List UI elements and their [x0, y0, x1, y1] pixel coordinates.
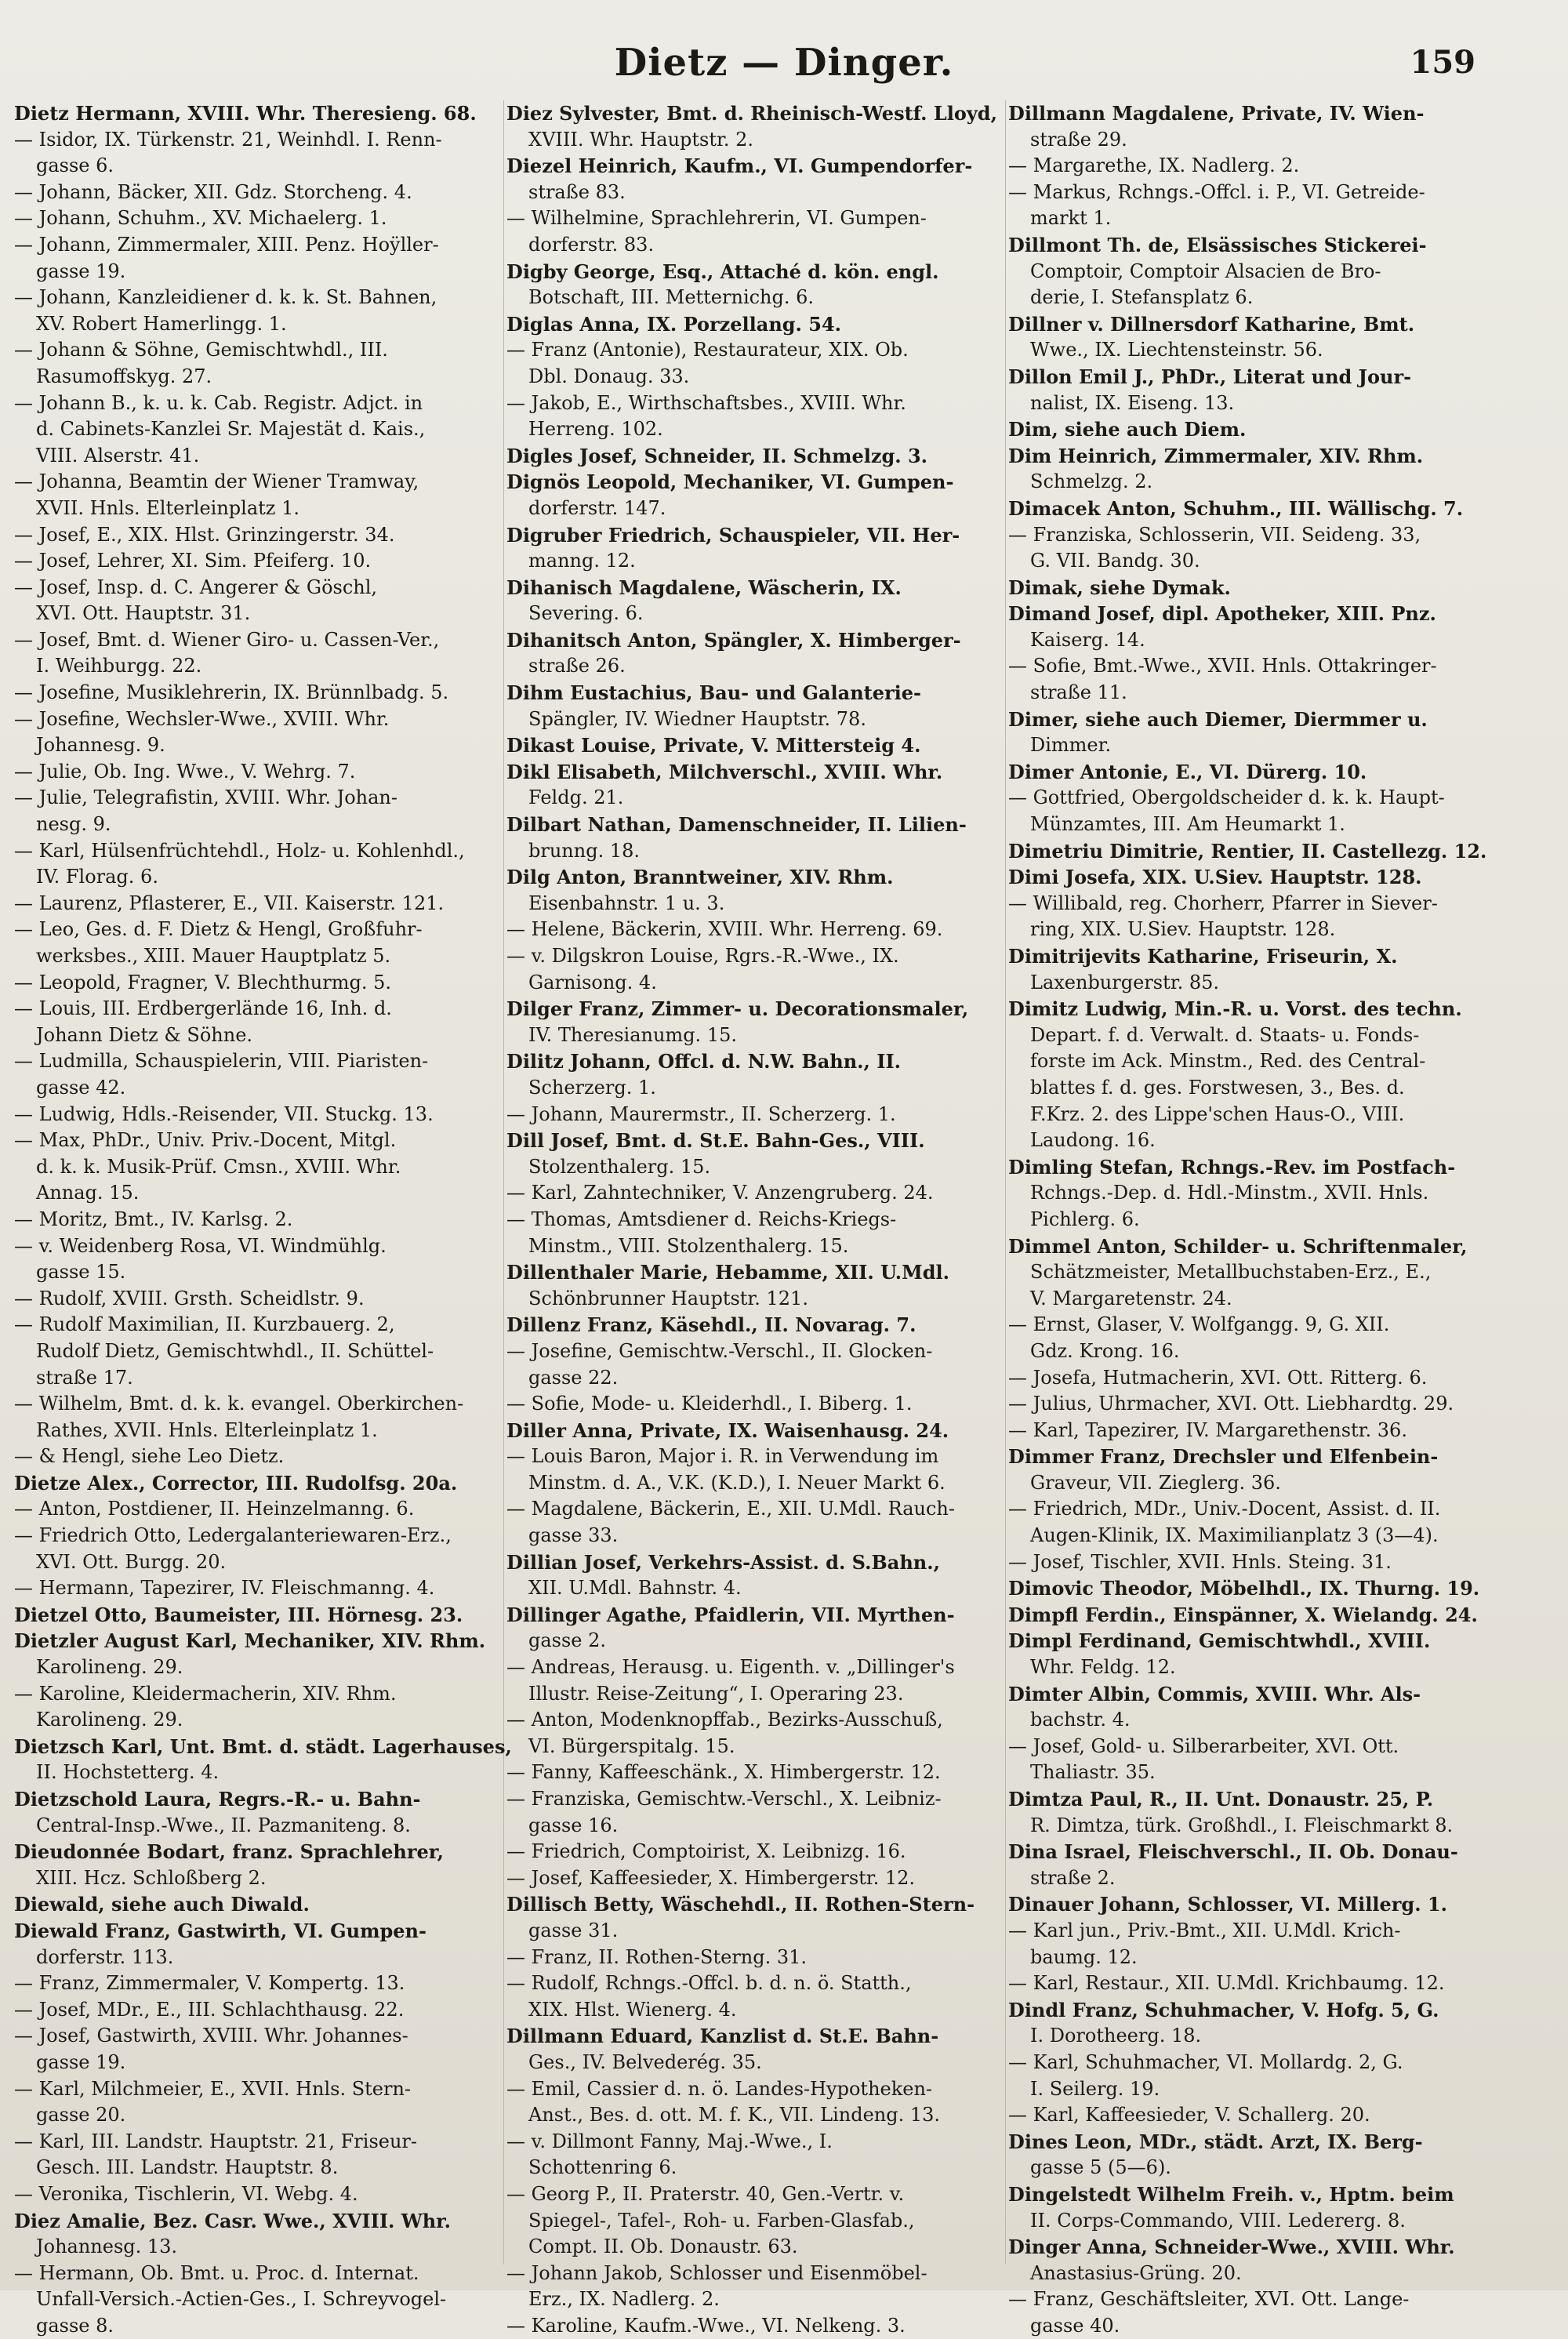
directory-entry-line: Dillenthaler Marie, Hebamme, XII. U.Mdl. [506, 1261, 949, 1284]
directory-entry-line: Johannesg. 9. [36, 734, 165, 757]
directory-entry-line: Whr. Feldg. 12. [1030, 1656, 1176, 1679]
directory-entry-line: — Johann, Kanzleidiener d. k. k. St. Bahnen, [14, 286, 437, 309]
directory-entry-line: Dimer Antonie, E., VI. Dürerg. 10. [1008, 760, 1367, 783]
directory-entry-line: Karolineng. 29. [36, 1709, 183, 1731]
directory-entry-line: — Laurenz, Pflasterer, E., VII. Kaiserstr. 121. [14, 892, 445, 914]
directory-entry-line: Dimand Josef, dipl. Apotheker, XIII. Pnz. [1008, 602, 1436, 626]
directory-entry-line: — Johann, Maurermstr., II. Scherzerg. 1. [506, 1102, 896, 1125]
directory-entry-line: gasse 19. [36, 260, 126, 282]
directory-entry-line: Compt. II. Ob. Donaustr. 63. [528, 2235, 798, 2258]
directory-entry-line: Dbl. Donaug. 33. [528, 365, 690, 387]
column-1 [14, 100, 512, 2337]
directory-entry-line: Dietz Hermann, XVIII. Whr. Theresieng. 68. [14, 102, 477, 125]
directory-entry-line: Anastasius-Grüng. 20. [1030, 2261, 1242, 2284]
directory-entry-line: — Magdalene, Bäckerin, E., XII. U.Mdl. Rauch- [506, 1498, 955, 1520]
directory-entry-line: F.Krz. 2. des Lippe'schen Haus-O., VIII. [1030, 1102, 1405, 1125]
directory-entry-line: — Johann B., k. u. k. Cab. Registr. Adjct. in [14, 391, 423, 414]
directory-entry-line: Dillenz Franz, Käsehdl., II. Novarag. 7. [506, 1313, 916, 1337]
directory-entry-line: Gdz. Krong. 16. [1030, 1339, 1180, 1362]
directory-entry-line: Dill Josef, Bmt. d. St.E. Bahn-Ges., VIII. [506, 1129, 925, 1153]
directory-entry-line: Dillmann Magdalene, Private, IV. Wien- [1008, 102, 1425, 125]
directory-entry-line: — Gottfried, Obergoldscheider d. k. k. Haupt- [1008, 786, 1445, 809]
directory-entry-line: — Karoline, Kaufm.-Wwe., VI. Nelkeng. 3. [506, 2314, 906, 2337]
directory-entry-line: — Karl, Restaur., XII. U.Mdl. Krichbaumg. 12. [1008, 1972, 1445, 1995]
directory-entry-line: — Louis, III. Erdbergerlände 16, Inh. d. [14, 997, 392, 1020]
directory-entry-line: — Ernst, Glaser, V. Wolfgangg. 9, G. XII. [1008, 1313, 1390, 1336]
directory-entry-line: gasse 19. [36, 2050, 126, 2073]
directory-entry-line: Digles Josef, Schneider, II. Schmelzg. 3. [506, 444, 928, 467]
directory-entry-line: IV. Theresianumg. 15. [528, 1023, 737, 1046]
directory-entry-line: I. Dorotheerg. 18. [1030, 2025, 1202, 2047]
directory-entry-line: — Josefine, Musiklehrerin, IX. Brünnlbadg. 5. [14, 681, 449, 704]
directory-entry-line: I. Seilerg. 19. [1030, 2077, 1160, 2100]
directory-entry-line: Dietzsch Karl, Unt. Bmt. d. städt. Lagerhauses, [14, 1734, 512, 1758]
directory-entry-line: Stolzenthalerg. 15. [528, 1155, 711, 1178]
directory-entry-line: Gesch. III. Landstr. Hauptstr. 8. [36, 2156, 339, 2179]
directory-entry-line: — Franz, II. Rothen-Sterng. 31. [506, 1945, 808, 1968]
directory-entry-line: — Moritz, Bmt., IV. Karlsg. 2. [14, 1208, 293, 1230]
directory-entry-line: Thaliastr. 35. [1030, 1761, 1156, 1784]
directory-entry-line: Dillner v. Dillnersdorf Katharine, Bmt. [1008, 312, 1415, 336]
directory-entry-line: gasse 2. [528, 1629, 607, 1652]
directory-entry-line: gasse 16. [528, 1814, 619, 1836]
directory-entry-line: Schätzmeister, Metallbuchstaben-Erz., E., [1030, 1261, 1432, 1284]
directory-entry-line: gasse 22. [528, 1366, 619, 1389]
directory-entry-line: Münzamtes, III. Am Heumarkt 1. [1030, 813, 1345, 836]
directory-entry-line: Rchngs.-Dep. d. Hdl.-Minstm., XVII. Hnls. [1030, 1182, 1429, 1204]
directory-entry-line: IV. Florag. 6. [36, 866, 158, 888]
directory-entry-line: — Johann, Zimmermaler, XIII. Penz. Hoÿller- [14, 233, 439, 256]
directory-entry-line: — v. Weidenberg Rosa, VI. Windmühlg. [14, 1234, 387, 1257]
directory-entry-line: Dimi Josefa, XIX. U.Siev. Hauptstr. 128. [1008, 866, 1422, 889]
directory-entry-line: — Josef, MDr., E., III. Schlachthausg. 22. [14, 1998, 405, 2021]
directory-entry-line: Dimmel Anton, Schilder- u. Schriftenmaler, [1008, 1234, 1468, 1258]
directory-entry-line: — Friedrich, MDr., Univ.-Docent, Assist. d. II. [1008, 1498, 1441, 1520]
directory-entry-line: forste im Ack. Minstm., Red. des Central- [1030, 1050, 1426, 1073]
directory-entry-line: VIII. Alserstr. 41. [36, 444, 200, 467]
directory-entry-line: straße 11. [1030, 681, 1127, 704]
directory-entry-line: — Markus, Rchngs.-Offcl. i. P., VI. Getreide- [1008, 180, 1425, 203]
directory-entry-line: — Karl, Hülsenfrüchtehdl., Holz- u. Kohlenhdl., [14, 839, 465, 862]
directory-entry-line: — Karl, Schuhmacher, VI. Mollardg. 2, G. [1008, 2050, 1403, 2073]
directory-entry-line: — Johann, Schuhm., XV. Michaelerg. 1. [14, 207, 387, 230]
directory-entry-line: — Josefine, Gemischtw.-Verschl., II. Glocken- [506, 1339, 933, 1362]
directory-entry-line: — Helene, Bäckerin, XVIII. Whr. Herreng. 69. [506, 918, 943, 941]
directory-entry-line: Eisenbahnstr. 1 u. 3. [528, 892, 725, 914]
directory-entry-line: Dillon Emil J., PhDr., Literat und Jour- [1008, 365, 1412, 388]
directory-entry-line: Dim Heinrich, Zimmermaler, XIV. Rhm. [1008, 444, 1424, 467]
directory-entry-line: Annag. 15. [36, 1182, 140, 1204]
directory-entry-line: — Karl, Tapezirer, IV. Margarethenstr. 36. [1008, 1418, 1407, 1441]
directory-entry-line: XVIII. Whr. Hauptstr. 2. [528, 128, 753, 151]
directory-entry-line: d. Cabinets-Kanzlei Sr. Majestät d. Kais., [36, 418, 426, 441]
directory-entry-line: Depart. f. d. Verwalt. d. Staats- u. Fonds- [1030, 1023, 1420, 1046]
directory-entry-line: — Johann, Bäcker, XII. Gdz. Storcheng. 4. [14, 180, 412, 203]
directory-entry-line: Digby George, Esq., Attaché d. kön. engl. [506, 260, 939, 283]
directory-entry-line: derie, I. Stefansplatz 6. [1030, 286, 1254, 309]
directory-entry-line: G. VII. Bandg. 30. [1030, 550, 1200, 572]
directory-entry-line: Schmelzg. 2. [1030, 470, 1153, 493]
directory-entry-line: — Josef, Kaffeesieder, X. Himbergerstr. 12. [506, 1866, 916, 1889]
directory-entry-line: Dimacek Anton, Schuhm., III. Wällischg. 7. [1008, 496, 1464, 520]
directory-entry-line: Dimitrijevits Katharine, Friseurin, X. [1008, 945, 1398, 968]
directory-entry-line: Dimmer. [1030, 734, 1112, 757]
directory-entry-line: dorferstr. 113. [36, 1945, 174, 1968]
directory-entry-line: Dinger Anna, Schneider-Wwe., XVIII. Whr. [1008, 2235, 1455, 2259]
column-2 [506, 100, 1000, 2337]
page-number: 159 [1410, 44, 1475, 81]
directory-entry-line: Dihanitsch Anton, Spängler, X. Himberger- [506, 628, 961, 652]
directory-entry-line: — Josefine, Wechsler-Wwe., XVIII. Whr. [14, 707, 390, 730]
directory-entry-line: Unfall-Versich.-Actien-Ges., I. Schreyvogel- [36, 2288, 447, 2311]
directory-entry-line: straße 17. [36, 1366, 133, 1389]
directory-entry-line: nalist, IX. Eiseng. 13. [1030, 391, 1235, 414]
directory-entry-line: Ges., IV. Belvederég. 35. [528, 2050, 762, 2073]
directory-entry-line: Dimak, siehe Dymak. [1008, 576, 1231, 599]
directory-entry-line: Dimovic Theodor, Möbelhdl., IX. Thurng. 19. [1008, 1577, 1480, 1600]
directory-entry-line: XVI. Ott. Hauptstr. 31. [36, 602, 251, 625]
directory-entry-line: Dimpfl Ferdin., Einspänner, X. Wielandg. 24. [1008, 1603, 1478, 1626]
directory-entry-line: Dillmann Eduard, Kanzlist d. St.E. Bahn- [506, 2025, 939, 2048]
directory-entry-line: — Max, PhDr., Univ. Priv.-Docent, Mitgl. [14, 1129, 397, 1152]
directory-entry-line: — Karl, Milchmeier, E., XVII. Hnls. Stern- [14, 2077, 412, 2100]
directory-entry-line: — Julie, Ob. Ing. Wwe., V. Wehrg. 7. [14, 760, 356, 783]
directory-entry-line: — Friedrich, Comptoirist, X. Leibnizg. 16. [506, 1840, 906, 1863]
directory-entry-line: — Josef, E., XIX. Hlst. Grinzingerstr. 34. [14, 523, 395, 546]
directory-entry-line: — Georg P., II. Praterstr. 40, Gen.-Vertr. v. [506, 2182, 905, 2205]
column-3 [1008, 100, 1515, 2337]
directory-entry-line: XII. U.Mdl. Bahnstr. 4. [528, 1577, 742, 1600]
directory-entry-line: — Sofie, Bmt.-Wwe., XVII. Hnls. Ottakringer- [1008, 655, 1437, 677]
directory-entry-line: — Franziska, Gemischtw.-Verschl., X. Leibniz- [506, 1788, 942, 1810]
directory-entry-line: — Margarethe, IX. Nadlerg. 2. [1008, 154, 1300, 177]
directory-entry-line: Dietzschold Laura, Regrs.-R.- u. Bahn- [14, 1788, 421, 1811]
directory-entry-line: Minstm. d. A., V.K. (K.D.), I. Neuer Markt 6. [528, 1471, 946, 1494]
directory-entry-line: — Ludwig, Hdls.-Reisender, VII. Stuckg. 13. [14, 1102, 434, 1125]
directory-entry-line: Dimpl Ferdinand, Gemischtwhdl., XVIII. [1008, 1629, 1431, 1653]
directory-entry-line: — Leopold, Fragner, V. Blechthurmg. 5. [14, 971, 391, 993]
directory-entry-line: straße 2. [1030, 1866, 1116, 1889]
directory-entry-line: Augen-Klinik, IX. Maximilianplatz 3 (3—4). [1030, 1524, 1439, 1547]
directory-entry-line: Dillian Josef, Verkehrs-Assist. d. S.Bahn., [506, 1550, 940, 1574]
directory-entry-line: I. Weihburgg. 22. [36, 655, 202, 677]
directory-entry-line: — Leo, Ges. d. F. Dietz & Hengl, Großfuhr- [14, 918, 423, 941]
directory-entry-line: Dietzel Otto, Baumeister, III. Hörnesg. 23. [14, 1603, 463, 1626]
directory-entry-line: Herreng. 102. [528, 418, 663, 441]
directory-entry-line: Laxenburgerstr. 85. [1030, 971, 1219, 993]
directory-entry-line: — & Hengl, siehe Leo Dietz. [14, 1445, 285, 1468]
directory-entry-line: Scherzerg. 1. [528, 1076, 656, 1099]
directory-entry-line: XVI. Ott. Burgg. 20. [36, 1550, 227, 1573]
directory-entry-line: Dilger Franz, Zimmer- u. Decorationsmaler, [506, 997, 969, 1021]
directory-entry-line: Comptoir, Comptoir Alsacien de Bro- [1030, 260, 1381, 282]
directory-entry-line: gasse 6. [36, 154, 114, 177]
directory-entry-line: dorferstr. 83. [528, 233, 655, 256]
directory-entry-line: brunng. 18. [528, 839, 640, 862]
directory-entry-line: XVII. Hnls. Elterleinplatz 1. [36, 496, 299, 519]
directory-entry-line: — Josef, Insp. d. C. Angerer & Göschl, [14, 576, 378, 598]
directory-entry-line: R. Dimtza, türk. Großhdl., I. Fleischmarkt 8. [1030, 1814, 1454, 1836]
directory-entry-line: — Friedrich Otto, Ledergalanteriewaren-Erz., [14, 1524, 452, 1547]
directory-entry-line: Laudong. 16. [1030, 1129, 1156, 1152]
directory-entry-line: Dilg Anton, Branntweiner, XIV. Rhm. [506, 866, 894, 889]
directory-entry-line: — Johanna, Beamtin der Wiener Tramway, [14, 470, 419, 493]
directory-entry-line: — Rudolf Maximilian, II. Kurzbauerg. 2, [14, 1313, 395, 1336]
directory-entry-line: Johannesg. 13. [36, 2235, 178, 2258]
directory-entry-line: Dihanisch Magdalene, Wäscherin, IX. [506, 576, 902, 599]
directory-entry-line: Pichlerg. 6. [1030, 1208, 1140, 1230]
directory-entry-line: manng. 12. [528, 550, 636, 572]
directory-entry-line: Erz., IX. Nadlerg. 2. [528, 2288, 720, 2311]
directory-entry-line: — Rudolf, Rchngs.-Offcl. b. d. n. ö. Statth., [506, 1972, 912, 1995]
directory-entry-line: Dikl Elisabeth, Milchverschl., XVIII. Whr. [506, 760, 943, 783]
directory-entry-line: Rasumoffskyg. 27. [36, 365, 212, 387]
directory-entry-line: markt 1. [1030, 207, 1112, 230]
directory-entry-line: Illustr. Reise-Zeitung“, I. Operaring 23. [528, 1682, 904, 1705]
directory-entry-line: XIX. Hlst. Wienerg. 4. [528, 1998, 737, 2021]
directory-entry-line: gasse 31. [528, 1919, 619, 1941]
directory-entry-line: blattes f. d. ges. Forstwesen, 3., Bes. d. [1030, 1076, 1405, 1099]
directory-entry-line: — Julie, Telegrafistin, XVIII. Whr. Johan- [14, 786, 397, 809]
directory-entry-line: Garnisong. 4. [528, 971, 657, 993]
directory-entry-line: Dimitz Ludwig, Min.-R. u. Vorst. des techn. [1008, 997, 1462, 1021]
directory-entry-line: — Josef, Lehrer, XI. Sim. Pfeiferg. 10. [14, 550, 372, 572]
directory-entry-line: — Josefa, Hutmacherin, XVI. Ott. Ritterg. 6. [1008, 1366, 1428, 1389]
directory-entry-line: — Veronika, Tischlerin, VI. Webg. 4. [14, 2182, 358, 2205]
directory-entry-line: Diewald, siehe auch Diwald. [14, 1893, 310, 1916]
directory-entry-line: — Johann & Söhne, Gemischtwhdl., III. [14, 339, 388, 361]
directory-entry-line: gasse 40. [1030, 2314, 1120, 2337]
directory-entry-line: Botschaft, III. Metternichg. 6. [528, 286, 815, 309]
directory-entry-line: werksbes., XIII. Mauer Hauptplatz 5. [36, 945, 391, 967]
directory-entry-line: — Sofie, Mode- u. Kleiderhdl., I. Biberg. 1. [506, 1393, 913, 1415]
directory-entry-line: — Johann Jakob, Schlosser und Eisenmöbel- [506, 2261, 927, 2284]
directory-entry-line: Severing. 6. [528, 602, 644, 625]
directory-entry-line: — Hermann, Ob. Bmt. u. Proc. d. Internat. [14, 2261, 419, 2284]
directory-entry-line: II. Hochstetterg. 4. [36, 1761, 220, 1784]
directory-entry-line: ring, XIX. U.Siev. Hauptstr. 128. [1030, 918, 1336, 941]
directory-entry-line: straße 26. [528, 655, 626, 677]
directory-entry-line: Dignös Leopold, Mechaniker, VI. Gumpen- [506, 470, 954, 494]
directory-entry-line: — Wilhelm, Bmt. d. k. k. evangel. Oberkirchen- [14, 1393, 464, 1415]
directory-entry-line: — Emil, Cassier d. n. ö. Landes-Hypotheken- [506, 2077, 933, 2100]
directory-entry-line: — Franz, Zimmermaler, V. Kompertg. 13. [14, 1972, 405, 1995]
directory-entry-line: gasse 33. [528, 1524, 619, 1547]
directory-entry-line: gasse 5 (5—6). [1030, 2156, 1171, 2179]
directory-entry-line: — Franz (Antonie), Restaurateur, XIX. Ob. [506, 339, 909, 361]
directory-entry-line: Dimtza Paul, R., II. Unt. Donaustr. 25, P. [1008, 1788, 1434, 1811]
directory-entry-line: Rathes, XVII. Hnls. Elterleinplatz 1. [36, 1418, 378, 1441]
directory-entry-line: gasse 42. [36, 1076, 126, 1099]
directory-entry-line: Diewald Franz, Gastwirth, VI. Gumpen- [14, 1919, 426, 1942]
directory-entry-line: Dillisch Betty, Wäschehdl., II. Rothen-Stern- [506, 1893, 975, 1916]
directory-entry-line: — Franziska, Schlosserin, VII. Seideng. 33, [1008, 523, 1421, 546]
directory-entry-line: — Anton, Modenknopffab., Bezirks-Ausschuß, [506, 1709, 943, 1731]
directory-entry-line: nesg. 9. [36, 813, 111, 836]
directory-entry-line: XIII. Hcz. Schloßberg 2. [36, 1866, 267, 1889]
directory-entry-line: — Thomas, Amtsdiener d. Reichs-Kriegs- [506, 1208, 897, 1230]
directory-entry-line: Anst., Bes. d. ott. M. f. K., VII. Lindeng. 13. [528, 2104, 941, 2127]
directory-entry-line: — Ludmilla, Schauspielerin, VIII. Piaristen- [14, 1050, 429, 1073]
directory-entry-line: Diez Sylvester, Bmt. d. Rheinisch-Westf. Lloyd, [506, 102, 997, 125]
directory-entry-line: — Andreas, Herausg. u. Eigenth. v. „Dillinger's [506, 1656, 955, 1679]
directory-entry-line: Dietze Alex., Corrector, III. Rudolfsg. 20a. [14, 1471, 458, 1495]
directory-entry-line: Dimmer Franz, Drechsler und Elfenbein- [1008, 1445, 1439, 1469]
directory-entry-line: Wwe., IX. Liechtensteinstr. 56. [1030, 339, 1323, 361]
directory-entry-line: Dieudonnée Bodart, franz. Sprachlehrer, [14, 1840, 444, 1864]
directory-entry-line: — Karl, III. Landstr. Hauptstr. 21, Friseur- [14, 2130, 418, 2152]
directory-entry-line: Rudolf Dietz, Gemischtwhdl., II. Schüttel- [36, 1339, 434, 1362]
directory-entry-line: — Karl, Zahntechniker, V. Anzengruberg. 24. [506, 1182, 934, 1204]
directory-entry-line: — Josef, Gastwirth, XVIII. Whr. Johannes- [14, 2025, 408, 2047]
directory-entry-line: Dimetriu Dimitrie, Rentier, II. Castellezg. 12. [1008, 839, 1487, 863]
directory-entry-line: — Isidor, IX. Türkenstr. 21, Weinhdl. I. Renn- [14, 128, 442, 151]
directory-entry-line: Feldg. 21. [528, 786, 624, 809]
directory-entry-line: — Josef, Tischler, XVII. Hnls. Steing. 31. [1008, 1550, 1392, 1573]
directory-columns [14, 100, 1543, 2337]
directory-entry-line: Schönbrunner Hauptstr. 121. [528, 1287, 808, 1309]
directory-entry-line: Schottenring 6. [528, 2156, 677, 2179]
directory-entry-line: — Hermann, Tapezirer, IV. Fleischmanng. 4. [14, 1577, 435, 1600]
page-header [0, 41, 1568, 96]
directory-entry-line: — v. Dillmont Fanny, Maj.-Wwe., I. [506, 2130, 833, 2152]
directory-entry-line: Graveur, VII. Zieglerg. 36. [1030, 1471, 1281, 1494]
directory-entry-line: Diezel Heinrich, Kaufm., VI. Gumpendorfer- [506, 154, 973, 178]
directory-entry-line: — Fanny, Kaffeeschänk., X. Himbergerstr. 12. [506, 1761, 941, 1784]
directory-entry-line: Dines Leon, MDr., städt. Arzt, IX. Berg- [1008, 2130, 1423, 2153]
directory-entry-line: Dinauer Johann, Schlosser, VI. Millerg. 1. [1008, 1893, 1447, 1916]
running-title: Dietz — Dinger. [614, 41, 954, 85]
directory-entry-line: Diller Anna, Private, IX. Waisenhausg. 24. [506, 1418, 949, 1442]
directory-entry-line: — Julius, Uhrmacher, XVI. Ott. Liebhardtg. 29. [1008, 1393, 1454, 1415]
directory-entry-line: Johann Dietz & Söhne. [36, 1023, 253, 1046]
directory-entry-line: — Jakob, E., Wirthschaftsbes., XVIII. Whr. [506, 391, 906, 414]
directory-entry-line: gasse 8. [36, 2314, 114, 2337]
directory-entry-line: Diez Amalie, Bez. Casr. Wwe., XVIII. Whr. [14, 2209, 451, 2232]
directory-entry-line: Dindl Franz, Schuhmacher, V. Hofg. 5, G. [1008, 1998, 1439, 2021]
directory-entry-line: Dim, siehe auch Diem. [1008, 418, 1247, 441]
directory-entry-line: — Louis Baron, Major i. R. in Verwendung im [506, 1445, 939, 1468]
directory-entry-line: dorferstr. 147. [528, 496, 666, 519]
directory-entry-line: — Karl jun., Priv.-Bmt., XII. U.Mdl. Krich- [1008, 1919, 1401, 1941]
directory-entry-line: d. k. k. Musik-Prüf. Cmsn., XVIII. Whr. [36, 1155, 401, 1178]
directory-entry-line: gasse 20. [36, 2104, 126, 2127]
directory-entry-line: Dilitz Johann, Offcl. d. N.W. Bahn., II. [506, 1050, 902, 1073]
directory-entry-line: — Anton, Postdiener, II. Heinzelmanng. 6. [14, 1498, 415, 1520]
directory-entry-line: V. Margaretenstr. 24. [1030, 1287, 1232, 1309]
directory-entry-line: Karolineng. 29. [36, 1656, 183, 1679]
directory-entry-line: Dingelstedt Wilhelm Freih. v., Hptm. beim [1008, 2182, 1454, 2206]
directory-entry-line: Dihm Eustachius, Bau- und Galanterie- [506, 681, 922, 705]
directory-entry-line: Spiegel-, Tafel-, Roh- u. Farben-Glasfab., [528, 2209, 915, 2232]
directory-entry-line: — Josef, Bmt. d. Wiener Giro- u. Cassen-Ver., [14, 628, 440, 651]
directory-entry-line: gasse 15. [36, 1261, 126, 1284]
directory-entry-line: — v. Dilgskron Louise, Rgrs.-R.-Wwe., IX. [506, 945, 899, 967]
directory-entry-line: Minstm., VIII. Stolzenthalerg. 15. [528, 1234, 849, 1257]
directory-entry-line: Dina Israel, Fleischverschl., II. Ob. Donau- [1008, 1840, 1458, 1864]
directory-entry-line: — Karl, Kaffeesieder, V. Schallerg. 20. [1008, 2104, 1370, 2127]
directory-entry-line: straße 83. [528, 180, 626, 203]
directory-entry-line: — Franz, Geschäftsleiter, XVI. Ott. Lange- [1008, 2288, 1410, 2311]
directory-entry-line: — Willibald, reg. Chorherr, Pfarrer in Siever- [1008, 892, 1438, 914]
directory-entry-line: baumg. 12. [1030, 1945, 1138, 1968]
directory-entry-line: Dillmont Th. de, Elsässisches Stickerei- [1008, 233, 1427, 256]
directory-entry-line: XV. Robert Hamerlingg. 1. [36, 312, 287, 335]
directory-entry-line: Diglas Anna, IX. Porzellang. 54. [506, 312, 842, 336]
directory-entry-line: II. Corps-Commando, VIII. Ledererg. 8. [1030, 2209, 1406, 2232]
directory-entry-line: Dillinger Agathe, Pfaidlerin, VII. Myrthen- [506, 1603, 955, 1626]
directory-entry-line: Dikast Louise, Private, V. Mittersteig 4. [506, 734, 921, 757]
directory-entry-line: Kaiserg. 14. [1030, 628, 1145, 651]
directory-entry-line: Dimling Stefan, Rchngs.-Rev. im Postfach- [1008, 1155, 1456, 1179]
directory-entry-line: straße 29. [1030, 128, 1127, 151]
directory-entry-line: Spängler, IV. Wiedner Hauptstr. 78. [528, 707, 866, 730]
directory-entry-line: Dilbart Nathan, Damenschneider, II. Lilien- [506, 813, 967, 837]
directory-entry-line: Central-Insp.-Wwe., II. Pazmaniteng. 8. [36, 1814, 411, 1836]
directory-entry-line: bachstr. 4. [1030, 1709, 1131, 1731]
directory-entry-line: — Josef, Gold- u. Silberarbeiter, XVI. Ott. [1008, 1734, 1399, 1757]
directory-entry-line: Dietzler August Karl, Mechaniker, XIV. Rhm. [14, 1629, 486, 1653]
directory-entry-line: VI. Bürgerspitalg. 15. [528, 1734, 735, 1757]
directory-entry-line: Digruber Friedrich, Schauspieler, VII. Her- [506, 523, 960, 547]
directory-entry-line: — Rudolf, XVIII. Grsth. Scheidlstr. 9. [14, 1287, 365, 1309]
directory-entry-line: — Wilhelmine, Sprachlehrerin, VI. Gumpen- [506, 207, 927, 230]
directory-entry-line: Dimer, siehe auch Diemer, Diermmer u. [1008, 707, 1428, 731]
directory-entry-line: — Karoline, Kleidermacherin, XIV. Rhm. [14, 1682, 397, 1705]
directory-entry-line: Dimter Albin, Commis, XVIII. Whr. Als- [1008, 1682, 1421, 1705]
